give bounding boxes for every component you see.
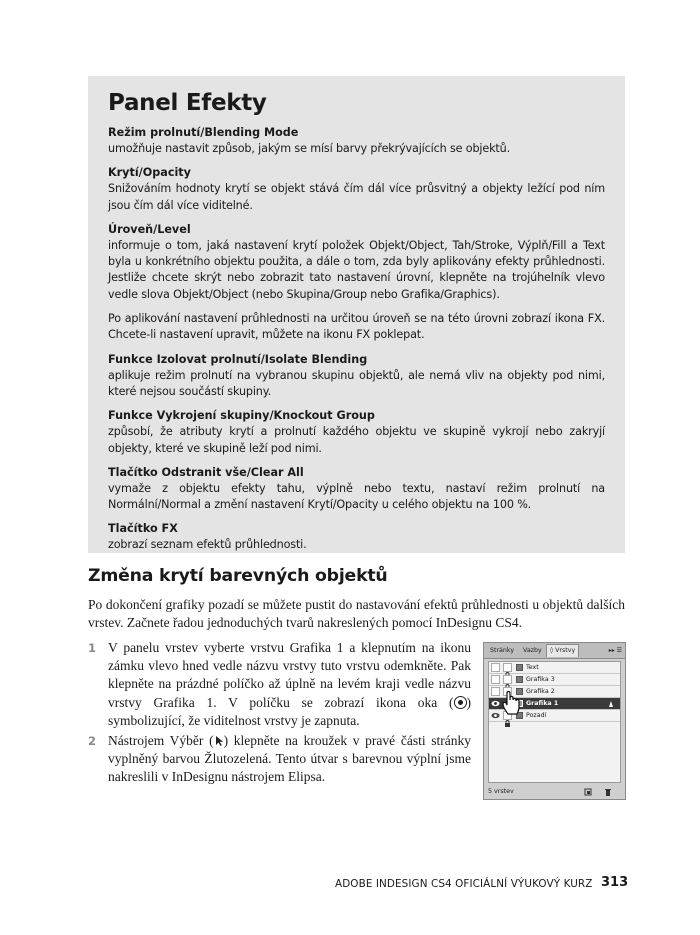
step-number: 1 — [88, 641, 97, 655]
step-text-part: Nástrojem Výběr ( — [108, 733, 214, 748]
sidebar-title: Panel Efekty — [108, 90, 267, 116]
eye-icon — [454, 696, 467, 709]
entry-term: Funkce Izolovat prolnutí/Isolate Blending — [108, 352, 368, 366]
layer-color-swatch — [516, 664, 523, 671]
sidebar-entry — [108, 222, 605, 344]
sidebar-entry — [108, 521, 605, 553]
step-text-part: ) symbolizující, že viditelnost vrstvy je zapnuta. — [108, 694, 471, 728]
intro-paragraph: Po dokončení grafiky pozadí se můžete pustit do nastavování efektů průhlednosti u objektů dalších vrstev. Začnete řadou jednoduchých tvarů nakreslených pomocí InDesignu CS4. — [88, 597, 625, 630]
layer-name: Text — [526, 664, 539, 671]
layer-name: Grafika 3 — [526, 676, 555, 683]
step-text — [108, 732, 471, 787]
entry-description: zobrazí seznam efektů průhlednosti. — [108, 538, 307, 552]
entry-term: Funkce Vykrojení skupiny/Knockout Group — [108, 409, 375, 423]
visibility-toggle[interactable] — [491, 663, 500, 672]
step-number: 2 — [88, 734, 97, 748]
visibility-toggle[interactable] — [491, 675, 500, 684]
layers-panel — [483, 642, 626, 800]
layer-name: Grafika 2 — [526, 688, 555, 695]
visibility-toggle[interactable] — [491, 687, 500, 696]
panel-menu-icon[interactable]: ▸▸ ☰ — [608, 647, 622, 654]
sidebar-entry — [108, 408, 605, 457]
entry-term: Úroveň/Level — [108, 222, 191, 236]
tab-links[interactable]: Vazby — [523, 647, 542, 654]
entry-term: Krytí/Opacity — [108, 166, 191, 180]
layer-name: Grafika 1 — [526, 700, 559, 707]
entry-description: aplikuje režim prolnutí na vybranou skupinu objektů, ale nemá vliv na objekty pod nimi, které nejsou součástí skupiny. — [108, 368, 605, 398]
eye-icon[interactable] — [491, 700, 500, 707]
page-number: 313 — [601, 875, 629, 890]
selection-arrow-icon — [214, 735, 224, 747]
step-item — [88, 732, 471, 787]
layer-count: 5 vrstev — [488, 788, 514, 795]
entry-term: Režim prolnutí/Blending Mode — [108, 126, 299, 139]
tab-pages[interactable]: Stránky — [490, 647, 515, 654]
sidebar-entry — [108, 125, 605, 157]
entry-description: umožňuje nastavit způsob, jakým se mísí barvy překrývajících se objektů. — [108, 142, 511, 155]
panel-footer — [488, 786, 621, 798]
tab-layers[interactable]: ◊ Vrstvy — [546, 644, 579, 657]
step-text-part: ) klepněte na kroužek v pravé části stránky vyplněný barvou Žlutozelená. Tento útvar s barevnou výplní jsme nakreslili v InDesignu nástrojem Elipsa. — [108, 733, 472, 785]
new-layer-icon[interactable] — [584, 788, 592, 796]
hand-cursor-icon — [500, 688, 524, 716]
layer-row[interactable] — [489, 674, 620, 686]
entry-extra-paragraph: Po aplikování nastavení průhlednosti na určitou úroveň se na této úrovni zobrazí ikona FX. Chcete-li nastavení upravit, můžete na ikonu FX poklepat. — [108, 312, 605, 342]
trash-icon[interactable] — [604, 788, 612, 796]
layer-row[interactable] — [489, 662, 620, 674]
sidebar-entry — [108, 465, 605, 514]
pen-icon — [608, 700, 614, 708]
layer-color-swatch — [516, 676, 523, 683]
step-text — [108, 639, 471, 730]
lock-icon[interactable] — [503, 663, 512, 672]
step-text-part: V panelu vrstev vyberte vrstvu Grafika 1 a klepnutím na ikonu zámku vlevo hned vedle názvu vrstvy tuto vrstvu odemkněte. Pak klepněte na prázdné políčko až úplně na levém kraji vedle názvu vrstvy Grafika 1. V políčku se zobrazí ikona oka ( — [108, 640, 471, 710]
entry-description: způsobí, že atributy krytí a prolnutí každého objektu ve skupině vykrojí nebo zakryjí objekty, které ve skupině leží pod nimi. — [108, 425, 605, 455]
layers-list — [488, 661, 621, 783]
layer-name: Pozadí — [526, 712, 547, 719]
sidebar-box — [88, 76, 625, 553]
entry-description: Snižováním hodnoty krytí se objekt stává čím dál více průsvitný a objekty ležící pod ním jsou čím dál více viditelné. — [108, 182, 605, 212]
section-heading: Změna krytí barevných objektů — [88, 566, 388, 586]
eye-icon[interactable] — [491, 712, 500, 719]
panel-tabs — [484, 643, 625, 659]
entry-description: vymaže z objektu efekty tahu, výplně nebo textu, nastaví režim prolnutí na Normální/Normal a změní nastavení Krytí/Opacity u celého objektu na 100 %. — [108, 481, 605, 512]
running-footer: ADOBE INDESIGN CS4 OFICIÁLNÍ VÝUKOVÝ KURZ — [335, 878, 593, 890]
entry-term: Tlačítko FX — [108, 522, 178, 536]
sidebar-entry — [108, 352, 605, 401]
step-item — [88, 639, 471, 730]
entry-description: informuje o tom, jaká nastavení krytí položek Objekt/Object, Tah/Stroke, Výplň/Fill a Text byla u konkrétního objektu použita, a dále o tom, zda byly aplikovány efekty průhlednosti. Jestliže chcete skrýt nebo zobrazit tato nastavení úrovní, klepněte na trojúhelník vlevo vedle slova Objekt/Object (nebo Skupina/Group nebo Grafika/Graphics). — [108, 238, 605, 301]
lock-icon[interactable] — [503, 675, 512, 684]
sidebar-entry — [108, 165, 605, 214]
entry-term: Tlačítko Odstranit vše/Clear All — [108, 465, 304, 479]
